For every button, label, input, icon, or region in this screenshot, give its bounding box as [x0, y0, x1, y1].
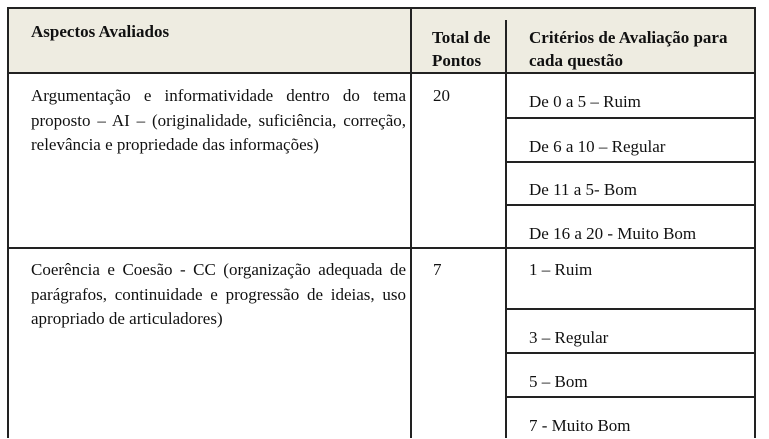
- criteria-item: De 16 a 20 - Muito Bom: [529, 224, 697, 243]
- table-border-right: [754, 7, 756, 438]
- criteria-item: De 11 a 5- Bom: [529, 180, 637, 199]
- header-total-line2: Pontos: [432, 51, 482, 70]
- criteria-item: De 0 a 5 – Ruim: [529, 92, 641, 111]
- column-divider: [505, 20, 507, 438]
- criteria-divider: [506, 396, 755, 398]
- points-value: 20: [433, 86, 450, 105]
- header-criteria-line1: Critérios de Avaliação para: [529, 28, 728, 47]
- points-value: 7: [433, 260, 442, 279]
- header-criteria-line2: cada questão: [529, 51, 623, 70]
- header-total: [432, 26, 490, 72]
- header-divider: [8, 72, 756, 74]
- header-aspects: Aspectos Avaliados: [31, 22, 170, 41]
- criteria-divider: [506, 204, 755, 206]
- criteria-item: 5 – Bom: [529, 372, 588, 391]
- criteria-divider: [506, 308, 755, 310]
- row-divider: [8, 247, 756, 249]
- criteria-divider: [506, 161, 755, 163]
- criteria-item: 3 – Regular: [529, 328, 609, 347]
- column-divider: [410, 7, 412, 438]
- header-total-line1: Total de: [432, 28, 491, 47]
- aspect-text: Argumentação e informatividade dentro do tema proposto – AI – (originalidade, suficiência, correção, relevância e propriedade das informações): [31, 86, 406, 154]
- header-criteria: [529, 26, 727, 72]
- criteria-divider: [506, 352, 755, 354]
- aspect-text: Coerência e Coesão - CC (organização adequada de parágrafos, continuidade e progressão de ideias, uso apropriado de articuladores): [31, 260, 406, 328]
- criteria-item: 1 – Ruim: [529, 260, 593, 279]
- criteria-divider: [506, 117, 755, 119]
- table-border-top: [8, 7, 756, 9]
- table-border-left: [7, 7, 9, 438]
- criteria-item: De 6 a 10 – Regular: [529, 137, 666, 156]
- criteria-item: 7 - Muito Bom: [529, 416, 631, 435]
